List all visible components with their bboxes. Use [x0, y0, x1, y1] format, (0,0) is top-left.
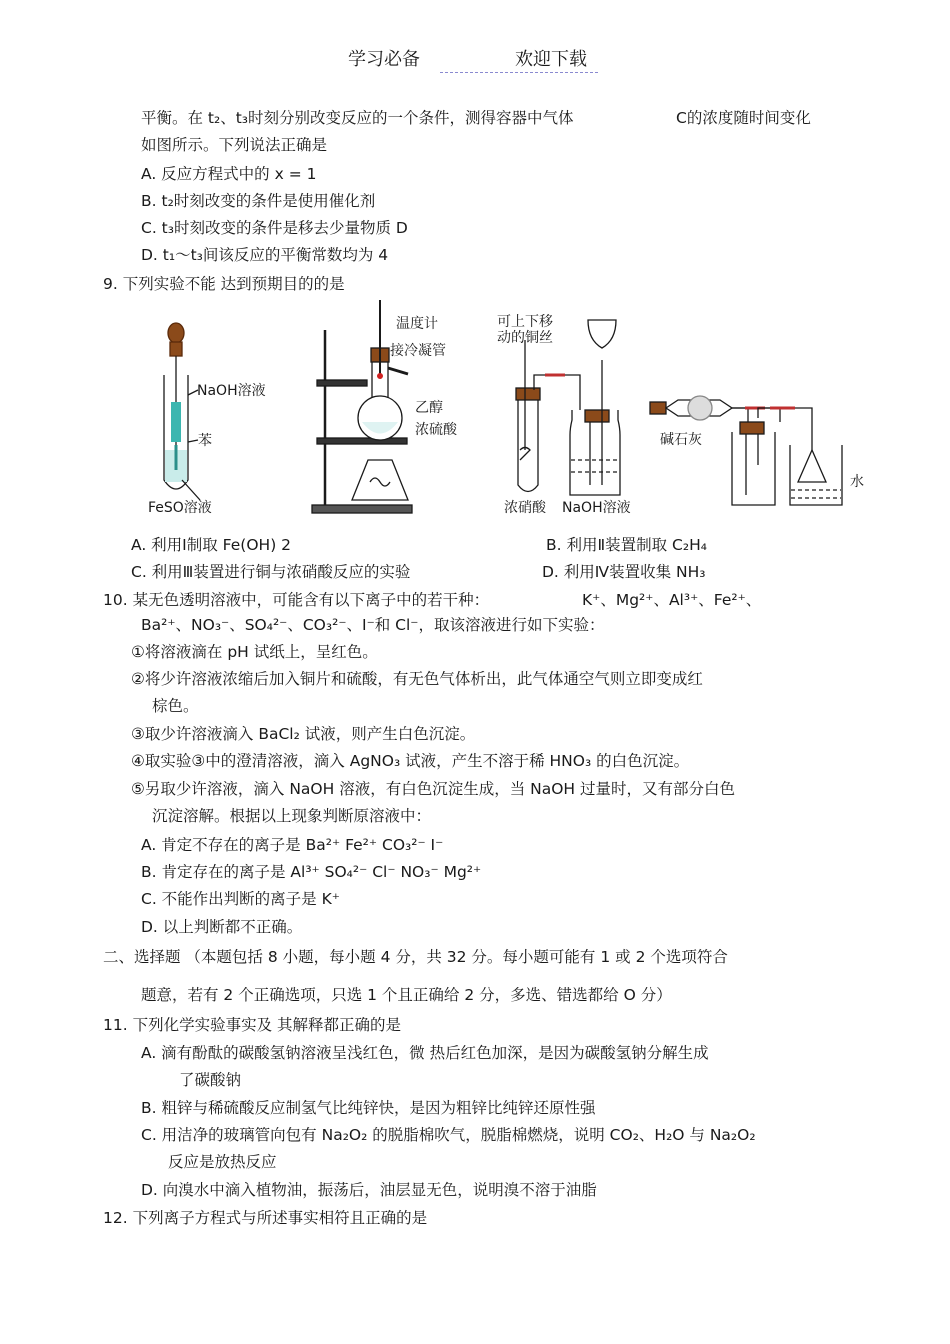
- q8-option-b: B. t₂时刻改变的条件是使用催化剂: [141, 192, 376, 210]
- header-underline: [440, 72, 598, 73]
- label-feso4: FeSO溶液: [148, 500, 212, 516]
- q9-option-b: B. 利用Ⅱ装置制取 C₂H₄: [546, 536, 707, 554]
- q10-step-5: ⑤另取少许溶液，滴入 NaOH 溶液，有白色沉淀生成，当 NaOH 过量时，又有部分白色: [131, 780, 736, 798]
- q11-option-b: B. 粗锌与稀硫酸反应制氢气比纯锌快，是因为粗锌比纯锌还原性强: [141, 1099, 596, 1117]
- q8-line2: 如图所示。下列说法正确是: [141, 136, 328, 154]
- q8-option-d: D. t₁～t₃间该反应的平衡常数均为 4: [141, 246, 389, 264]
- apparatus-3: [516, 320, 620, 495]
- q11-option-c-1: C. 用洁净的玻璃管向包有 Na₂O₂ 的脱脂棉吹气，脱脂棉燃烧，说明 CO₂、H₂O 与 Na₂O₂: [141, 1126, 756, 1144]
- q9-stem: 9. 下列实验不能 达到预期目的的是: [103, 275, 345, 293]
- q10-step-5b: 沉淀溶解。根据以上现象判断原溶液中：: [152, 807, 432, 825]
- q8-line1: 平衡。在 t₂、t₃时刻分别改变反应的一个条件，测得容器中气体: [141, 109, 574, 127]
- label-sulfuric-acid: 浓硫酸: [415, 422, 457, 438]
- label-naoh-2: NaOH溶液: [562, 500, 631, 516]
- label-benzene: 苯: [198, 433, 212, 449]
- q11-option-c-2: 反应是放热反应: [168, 1153, 277, 1171]
- q8-line1b: C的浓度随时间变化: [676, 109, 811, 127]
- q8-option-c: C. t₃时刻改变的条件是移去少量物质 D: [141, 219, 408, 237]
- label-water: 水: [850, 474, 864, 490]
- label-naoh: NaOH溶液: [197, 383, 266, 399]
- apparatus-4: [650, 396, 842, 505]
- q10-step-4: ④取实验③中的澄清溶液，滴入 AgNO₃ 试液，产生不溶于稀 HNO₃ 的白色沉淀。: [131, 752, 690, 770]
- q10-step-2: ②将少许溶液浓缩后加入铜片和硫酸，有无色气体析出，此气体通空气则立即变成红: [131, 670, 703, 688]
- label-condenser: 接冷凝管: [390, 343, 446, 359]
- q10-option-c: C. 不能作出判断的离子是 K⁺: [141, 890, 340, 908]
- section2-line1: 二、选择题 （本题包括 8 小题，每小题 4 分，共 32 分。每小题可能有 1 或 2 个选项符合: [103, 948, 728, 966]
- q11-option-a-2: 了碳酸钠: [179, 1071, 242, 1089]
- q9-option-d: D. 利用Ⅳ装置收集 NH₃: [542, 563, 706, 581]
- label-ethanol: 乙醇: [415, 400, 443, 416]
- apparatus-1: [164, 323, 200, 500]
- q10-step-3: ③取少许溶液滴入 BaCl₂ 试液，则产生白色沉淀。: [131, 725, 476, 743]
- header-left: 学习必备: [348, 49, 420, 70]
- apparatus-figure: [140, 300, 880, 525]
- label-copper-1: 可上下移: [497, 314, 553, 330]
- q11-option-d: D. 向溴水中滴入植物油，振荡后，油层显无色，说明溴不溶于油脂: [141, 1181, 597, 1199]
- q10-ions-2: Ba²⁺、NO₃⁻、SO₄²⁻、CO₃²⁻、I⁻和 Cl⁻，取该溶液进行如下实验：: [141, 616, 605, 634]
- q10-option-a: A. 肯定不存在的离子是 Ba²⁺ Fe²⁺ CO₃²⁻ I⁻: [141, 836, 444, 854]
- q10-option-b: B. 肯定存在的离子是 Al³⁺ SO₄²⁻ Cl⁻ NO₃⁻ Mg²⁺: [141, 863, 482, 881]
- label-copper-2: 动的铜丝: [497, 330, 553, 346]
- q10-stem: 10. 某无色透明溶液中，可能含有以下离子中的若干种：: [103, 591, 490, 609]
- q10-step-2b: 棕色。: [152, 697, 199, 715]
- label-nitric-acid: 浓硝酸: [504, 500, 546, 516]
- q11-stem: 11. 下列化学实验事实及 其解释都正确的是: [103, 1016, 402, 1034]
- label-soda-lime: 碱石灰: [660, 432, 702, 448]
- q9-option-c: C. 利用Ⅲ装置进行铜与浓硝酸反应的实验: [131, 563, 411, 581]
- label-thermometer: 温度计: [396, 316, 438, 332]
- section2-line2: 题意，若有 2 个正确选项，只选 1 个且正确给 2 分，多选、错选都给 O 分）: [141, 986, 672, 1004]
- q12-stem: 12. 下列离子方程式与所述事实相符且正确的是: [103, 1209, 428, 1227]
- q8-option-a: A. 反应方程式中的 x = 1: [141, 165, 317, 183]
- q11-option-a-1: A. 滴有酚酞的碳酸氢钠溶液呈浅红色，微 热后红色加深，是因为碳酸氢钠分解生成: [141, 1044, 709, 1062]
- q10-step-1: ①将溶液滴在 pH 试纸上，呈红色。: [131, 643, 378, 661]
- q10-option-d: D. 以上判断都不正确。: [141, 918, 303, 936]
- header-right: 欢迎下载: [515, 49, 587, 70]
- q9-option-a: A. 利用Ⅰ制取 Fe(OH) 2: [131, 536, 292, 554]
- q10-ions-1: K⁺、Mg²⁺、Al³⁺、Fe²⁺、: [582, 591, 762, 609]
